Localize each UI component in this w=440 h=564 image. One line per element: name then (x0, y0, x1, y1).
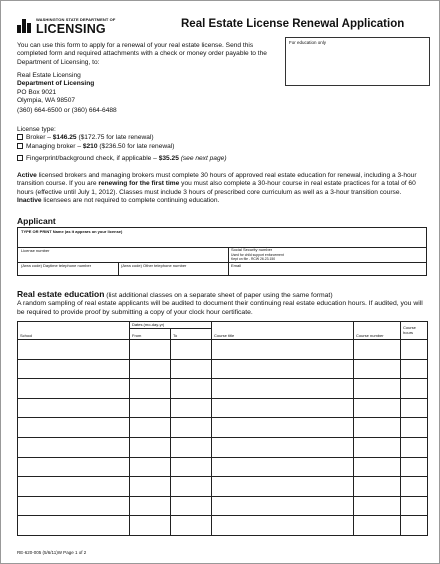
audit-notice: A random sampling of real estate applicants will be audited to document their continuing real estate education hours. If audited, you will be required to provide proof by submitting a copy of your clock hour certificate. (17, 300, 423, 316)
school-cell[interactable] (18, 496, 130, 516)
to-cell[interactable] (171, 418, 212, 438)
course-number-cell[interactable] (354, 379, 401, 399)
course-title-cell[interactable] (212, 398, 354, 418)
broker-late-fee: ($172.75 for late renewal) (76, 134, 154, 141)
education-row (18, 340, 428, 360)
from-cell[interactable] (130, 340, 171, 360)
washington-state-icon (17, 19, 33, 33)
course-title-cell[interactable] (212, 477, 354, 497)
to-cell[interactable] (171, 340, 212, 360)
from-cell[interactable] (130, 496, 171, 516)
intro-text: You can use this form to apply for a renewal of your real estate license. Send this completed form and required attachments with a check or money order payable to the Department of Licensing, to: (17, 42, 267, 66)
req-first-time: renewing for the first time (98, 180, 180, 188)
form-title: Real Estate License Renewal Application (181, 18, 405, 30)
col-school: School (18, 322, 130, 340)
name-label: TYPE OR PRINT Name (as it appears on your license) (21, 229, 123, 234)
col-to: To (171, 329, 212, 340)
option-managing-broker[interactable] (17, 143, 174, 150)
fingerprint-note: (see next page) (178, 155, 227, 162)
option-broker[interactable] (17, 134, 154, 141)
managing-broker-fee: $210 (82, 143, 98, 150)
education-row (18, 457, 428, 477)
from-cell[interactable] (130, 516, 171, 536)
course-hours-cell[interactable] (401, 516, 428, 536)
education-row (18, 496, 428, 516)
license-number-label: License number (21, 248, 50, 253)
office-use-box (285, 37, 430, 86)
school-cell[interactable] (18, 398, 130, 418)
school-cell[interactable] (18, 340, 130, 360)
col-course-title: Course title (212, 322, 354, 340)
course-number-cell[interactable] (354, 359, 401, 379)
fingerprint-fee: $35.25 (158, 155, 179, 162)
address-line-3: PO Box 9021 (17, 88, 57, 96)
from-cell[interactable] (130, 379, 171, 399)
course-number-cell[interactable] (354, 516, 401, 536)
course-hours-cell[interactable] (401, 398, 428, 418)
ssn-field[interactable] (228, 247, 426, 262)
course-hours-cell[interactable] (401, 418, 428, 438)
applicant-heading: Applicant (17, 216, 56, 226)
school-cell[interactable] (18, 457, 130, 477)
office-use-label: For education only (289, 40, 327, 45)
course-number-cell[interactable] (354, 340, 401, 360)
school-cell[interactable] (18, 477, 130, 497)
managing-broker-checkbox[interactable] (17, 143, 23, 149)
option-fingerprint[interactable] (17, 155, 227, 162)
req-text-1: licensed brokers and managing brokers must complete 30 hours of approved real estate education for renewal, including a 3-hour transition course. If you are (17, 172, 417, 188)
course-title-cell[interactable] (212, 496, 354, 516)
education-row (18, 418, 428, 438)
course-hours-cell[interactable] (401, 437, 428, 457)
address-line-2: Department of Licensing (17, 80, 95, 88)
fingerprint-label: Fingerprint/background check, if applicable – (26, 155, 159, 162)
education-row (18, 516, 428, 536)
course-hours-cell[interactable] (401, 477, 428, 497)
course-hours-cell[interactable] (401, 379, 428, 399)
course-number-cell[interactable] (354, 437, 401, 457)
day-phone-label: (Area code) Daytime telephone number (21, 263, 92, 268)
education-header (17, 290, 427, 317)
course-title-cell[interactable] (212, 340, 354, 360)
to-cell[interactable] (171, 516, 212, 536)
to-cell[interactable] (171, 379, 212, 399)
from-cell[interactable] (130, 398, 171, 418)
course-hours-cell[interactable] (401, 457, 428, 477)
school-cell[interactable] (18, 379, 130, 399)
email-label: Email (231, 263, 242, 268)
name-field[interactable] (18, 228, 426, 247)
course-number-cell[interactable] (354, 457, 401, 477)
col-from: From (130, 329, 171, 340)
address-phones: (360) 664-6500 or (360) 664-6488 (17, 106, 117, 114)
education-row (18, 437, 428, 457)
to-cell[interactable] (171, 437, 212, 457)
ssn-label: Social Security number (231, 247, 273, 252)
req-active: Active (17, 172, 37, 179)
broker-fee: $146.25 (52, 134, 77, 141)
col-dates: Dates (mo-day-yr) (130, 322, 212, 329)
address-line-4: Olympia, WA 98507 (17, 97, 76, 105)
course-number-cell[interactable] (354, 418, 401, 438)
col-course-hours: Course hours (401, 322, 428, 340)
school-cell[interactable] (18, 418, 130, 438)
education-row (18, 379, 428, 399)
course-number-cell[interactable] (354, 477, 401, 497)
course-number-cell[interactable] (354, 496, 401, 516)
course-number-cell[interactable] (354, 398, 401, 418)
managing-broker-label: Managing broker – (26, 143, 83, 150)
managing-broker-late-fee: ($236.50 for late renewal) (97, 143, 175, 150)
day-phone-field[interactable] (18, 262, 118, 275)
course-title-cell[interactable] (212, 359, 354, 379)
course-hours-cell[interactable] (401, 496, 428, 516)
logo-licensing-text: LICENSING (36, 22, 106, 36)
education-heading-note: (list additional classes on a separate sheet of paper using the same format) (104, 292, 333, 299)
req-inactive: Inactive (17, 197, 42, 205)
req-text-2: you must also complete a 30-hour course in real estate practices for a total of 60 hours (effective until July 1, 2012). Classes must include 3 hours of prescribed core curriculum as well as a 3-hour transition course. (17, 180, 416, 196)
to-cell[interactable] (171, 398, 212, 418)
to-cell[interactable] (171, 496, 212, 516)
dol-logo (17, 15, 167, 37)
col-course-number: Course number (354, 322, 401, 340)
from-cell[interactable] (130, 437, 171, 457)
other-phone-field[interactable] (118, 262, 228, 275)
course-title-cell[interactable] (212, 457, 354, 477)
course-title-cell[interactable] (212, 437, 354, 457)
course-title-cell[interactable] (212, 379, 354, 399)
license-type-label: License type: (17, 126, 56, 133)
school-cell[interactable] (18, 516, 130, 536)
broker-checkbox[interactable] (17, 134, 23, 140)
other-phone-label: (Area code) Other telephone number (121, 263, 187, 268)
course-title-cell[interactable] (212, 418, 354, 438)
education-rows (18, 340, 428, 536)
education-heading: Real estate education (17, 289, 105, 299)
ssn-note-1: Used for child support enforcement (231, 252, 284, 257)
address-line-1: Real Estate Licensing (17, 72, 81, 79)
education-row (18, 359, 428, 379)
course-hours-cell[interactable] (401, 340, 428, 360)
requirements-paragraph (17, 172, 425, 206)
form-footer: RE-620-005 (5/6/11)W Page 1 of 2 (17, 550, 87, 555)
logo-department-text: WASHINGTON STATE DEPARTMENT OF (36, 17, 116, 22)
license-number-field[interactable] (18, 247, 228, 262)
school-cell[interactable] (18, 359, 130, 379)
from-cell[interactable] (130, 359, 171, 379)
to-cell[interactable] (171, 457, 212, 477)
education-row (18, 477, 428, 497)
mailing-address (17, 72, 117, 115)
to-cell[interactable] (171, 359, 212, 379)
fingerprint-checkbox[interactable] (17, 155, 23, 161)
applicant-box (17, 227, 427, 276)
from-cell[interactable] (130, 477, 171, 497)
from-cell[interactable] (130, 418, 171, 438)
broker-label: Broker – (26, 134, 53, 141)
to-cell[interactable] (171, 477, 212, 497)
education-table (17, 321, 428, 536)
ssn-note-2: Kept on file - RCW 26.23.150 (231, 256, 276, 261)
email-field[interactable] (228, 262, 426, 275)
req-text-3: licensees are not required to complete continuing education. (41, 197, 220, 205)
course-hours-cell[interactable] (401, 359, 428, 379)
from-cell[interactable] (130, 457, 171, 477)
course-title-cell[interactable] (212, 516, 354, 536)
school-cell[interactable] (18, 437, 130, 457)
education-row (18, 398, 428, 418)
